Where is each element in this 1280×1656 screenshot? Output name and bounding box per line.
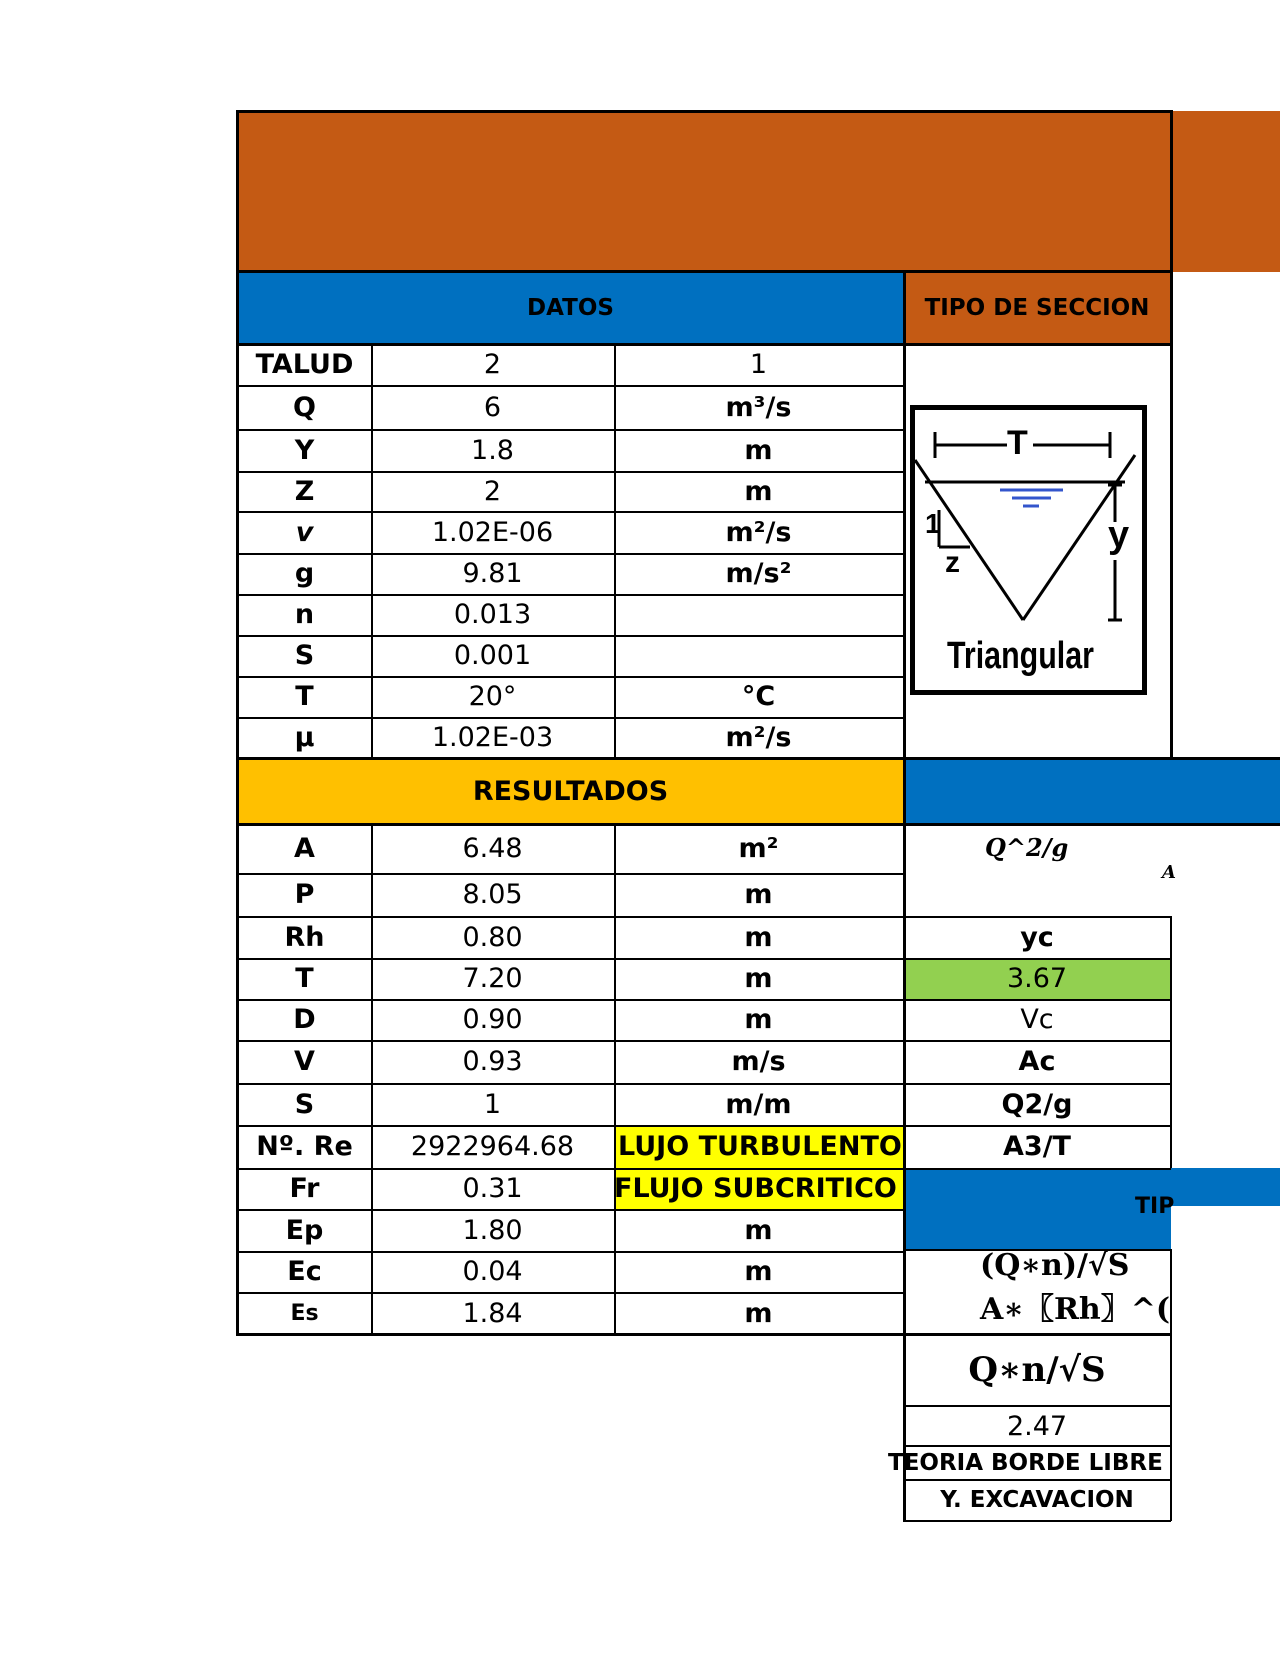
triangular-section-figure	[910, 405, 1147, 695]
h-line	[236, 1168, 903, 1170]
datos-value: 0.001	[453, 640, 532, 671]
critical-row: Q2/g	[1001, 1088, 1073, 1120]
v-line	[1170, 1249, 1172, 1521]
borde-libre-label: TEORIA BORDE LIBRE	[888, 1450, 1163, 1476]
h-line	[236, 916, 903, 918]
datos-unit: 1	[749, 349, 768, 380]
manning-formula-line2: A∗〖Rh〗^(	[980, 1292, 1171, 1327]
datos-value: 1.02E-06	[431, 516, 554, 548]
datos-label: n	[294, 599, 315, 630]
resultados-unit: m/m	[725, 1088, 792, 1120]
h-line	[236, 1333, 903, 1336]
tipo-flujo-band	[903, 1168, 1280, 1206]
resultados-value: 1.84	[462, 1297, 523, 1329]
resultados-value: 0.90	[462, 1004, 523, 1035]
resultados-unit: m	[744, 1214, 773, 1246]
h-line	[236, 873, 903, 875]
h-line	[236, 1209, 903, 1211]
critical-row: Vc	[1020, 1004, 1054, 1035]
v-line	[1170, 110, 1173, 272]
h-line	[236, 757, 1280, 760]
datos-label: g	[294, 558, 315, 589]
datos-label: µ	[294, 722, 315, 753]
h-line	[236, 429, 903, 431]
resultados-unit: LUJO TURBULENTO	[614, 1125, 903, 1168]
h-line	[903, 1333, 1171, 1336]
figure-top-label: T	[1007, 424, 1028, 462]
resultados-unit: m	[744, 879, 773, 910]
resultados-value: 2922964.68	[410, 1131, 575, 1162]
h-line	[903, 1445, 1171, 1447]
h-line	[903, 1040, 1171, 1042]
resultados-label: V	[294, 1046, 315, 1077]
datos-label: T	[295, 681, 314, 712]
resultados-value: 0.93	[462, 1046, 523, 1077]
resultados-label: Rh	[284, 921, 325, 953]
resultados-value: 1	[483, 1088, 502, 1120]
datos-unit: °C	[741, 681, 776, 712]
h-line	[236, 471, 903, 473]
datos-unit: m²/s	[725, 516, 792, 548]
datos-unit	[614, 594, 903, 635]
datos-header: DATOS	[238, 272, 903, 344]
resultados-label: Ec	[287, 1256, 322, 1287]
h-line	[236, 823, 1280, 826]
resultados-unit: m/s	[731, 1046, 786, 1077]
datos-value: 2	[483, 475, 502, 507]
h-line	[903, 1405, 1171, 1407]
figure-slope-one: 1	[925, 508, 941, 539]
v-line	[903, 270, 906, 1522]
resultados-label: Nº. Re	[256, 1131, 353, 1162]
datos-value: 1.8	[471, 434, 514, 466]
h-line	[903, 1125, 1171, 1127]
title-band	[237, 111, 1280, 272]
h-line	[903, 1479, 1171, 1481]
h-line	[903, 1168, 1171, 1170]
h-line	[236, 511, 903, 513]
resultados-value: 7.20	[462, 963, 523, 994]
v-line	[236, 110, 239, 1335]
excavacion-label: Y. EXCAVACION	[940, 1487, 1134, 1513]
resultados-value: 1.80	[462, 1214, 523, 1246]
resultados-unit: m	[744, 1297, 773, 1329]
datos-unit: m/s²	[725, 558, 792, 589]
manning-formula-line1: (Q∗n)/√S	[980, 1248, 1130, 1283]
tipo-flujo-band-lower	[903, 1206, 1171, 1250]
manning-value: 2.47	[1006, 1410, 1068, 1442]
critical-row: 3.67	[903, 958, 1171, 999]
critical-row: yc	[1020, 921, 1054, 953]
resultados-label: Es	[290, 1300, 319, 1326]
h-line	[236, 270, 1172, 273]
resultados-value: 0.80	[462, 921, 523, 953]
critical-formula-clip: A	[1162, 862, 1176, 883]
h-line	[236, 958, 903, 960]
resultados-label: T	[295, 963, 314, 994]
v-line	[371, 343, 373, 758]
h-line	[236, 1125, 903, 1127]
h-line	[236, 676, 903, 678]
h-line	[236, 385, 903, 387]
datos-value: 1.02E-03	[431, 722, 554, 753]
h-line	[236, 1083, 903, 1085]
resultados-label: P	[294, 879, 315, 910]
v-line	[1170, 270, 1173, 760]
resultados-unit: m	[744, 921, 773, 953]
resultados-label: A	[294, 833, 315, 864]
critical-formula: Q^2/g	[985, 833, 1069, 862]
critical-row: A3/T	[1003, 1131, 1071, 1162]
datos-label: TALUD	[255, 349, 354, 380]
datos-value: 20°	[468, 681, 517, 712]
critical-row: Ac	[1018, 1046, 1056, 1077]
h-line	[903, 999, 1171, 1001]
datos-label: v	[295, 516, 314, 548]
v-line	[614, 343, 616, 758]
datos-unit: m²/s	[725, 722, 792, 753]
figure-side-label: y	[1108, 514, 1130, 556]
tipo-flujo-header-clip: TIP	[1135, 1194, 1175, 1219]
resultados-unit: m	[744, 1004, 773, 1035]
v-line	[1170, 916, 1172, 1168]
resultados-unit: m²	[738, 833, 779, 864]
resultados-label: Ep	[285, 1214, 324, 1246]
h-line	[236, 110, 1172, 113]
datos-value: 2	[483, 349, 502, 380]
resultados-value: 6.48	[462, 833, 523, 864]
v-line	[614, 823, 616, 1334]
h-line	[903, 1520, 1171, 1522]
h-line	[236, 1292, 903, 1294]
datos-label: Y	[294, 434, 315, 466]
h-line	[236, 594, 903, 596]
h-line	[903, 1249, 1171, 1251]
h-line	[236, 717, 903, 719]
h-line	[903, 916, 1171, 918]
resultados-unit: m	[744, 1256, 773, 1287]
resultados-label: D	[293, 1004, 316, 1035]
v-line	[371, 823, 373, 1334]
h-line	[903, 1083, 1171, 1085]
figure-caption: Triangular	[947, 635, 1094, 677]
resultados-label: S	[294, 1088, 315, 1120]
resultados-value: 0.31	[462, 1173, 523, 1204]
datos-label: Z	[294, 475, 315, 507]
h-line	[236, 1251, 903, 1253]
tipo-seccion-header: TIPO DE SECCION	[903, 272, 1171, 344]
datos-label: S	[294, 640, 315, 671]
resultados-unit: FLUJO SUBCRITICO	[614, 1168, 903, 1209]
datos-label: Q	[293, 391, 316, 423]
datos-value: 9.81	[462, 558, 523, 589]
resultados-value: 0.04	[462, 1256, 523, 1287]
datos-value: 6	[483, 391, 502, 423]
h-line	[236, 999, 903, 1001]
resultados-header: RESULTADOS	[238, 758, 903, 824]
manning-formula-big: Q∗n/√S	[968, 1350, 1106, 1390]
h-line	[903, 958, 1171, 960]
resultados-unit: m	[744, 963, 773, 994]
datos-value: 0.013	[453, 599, 532, 630]
h-line	[236, 343, 1172, 346]
h-line	[236, 1040, 903, 1042]
datos-unit	[614, 635, 903, 676]
h-line	[236, 635, 903, 637]
critico-header-band	[903, 758, 1280, 824]
datos-unit: m³/s	[725, 391, 792, 423]
resultados-label: Fr	[289, 1173, 320, 1204]
datos-unit: m	[744, 475, 773, 507]
datos-unit: m	[744, 434, 773, 466]
figure-slope-z: z	[945, 546, 960, 579]
h-line	[236, 553, 903, 555]
resultados-value: 8.05	[462, 879, 523, 910]
